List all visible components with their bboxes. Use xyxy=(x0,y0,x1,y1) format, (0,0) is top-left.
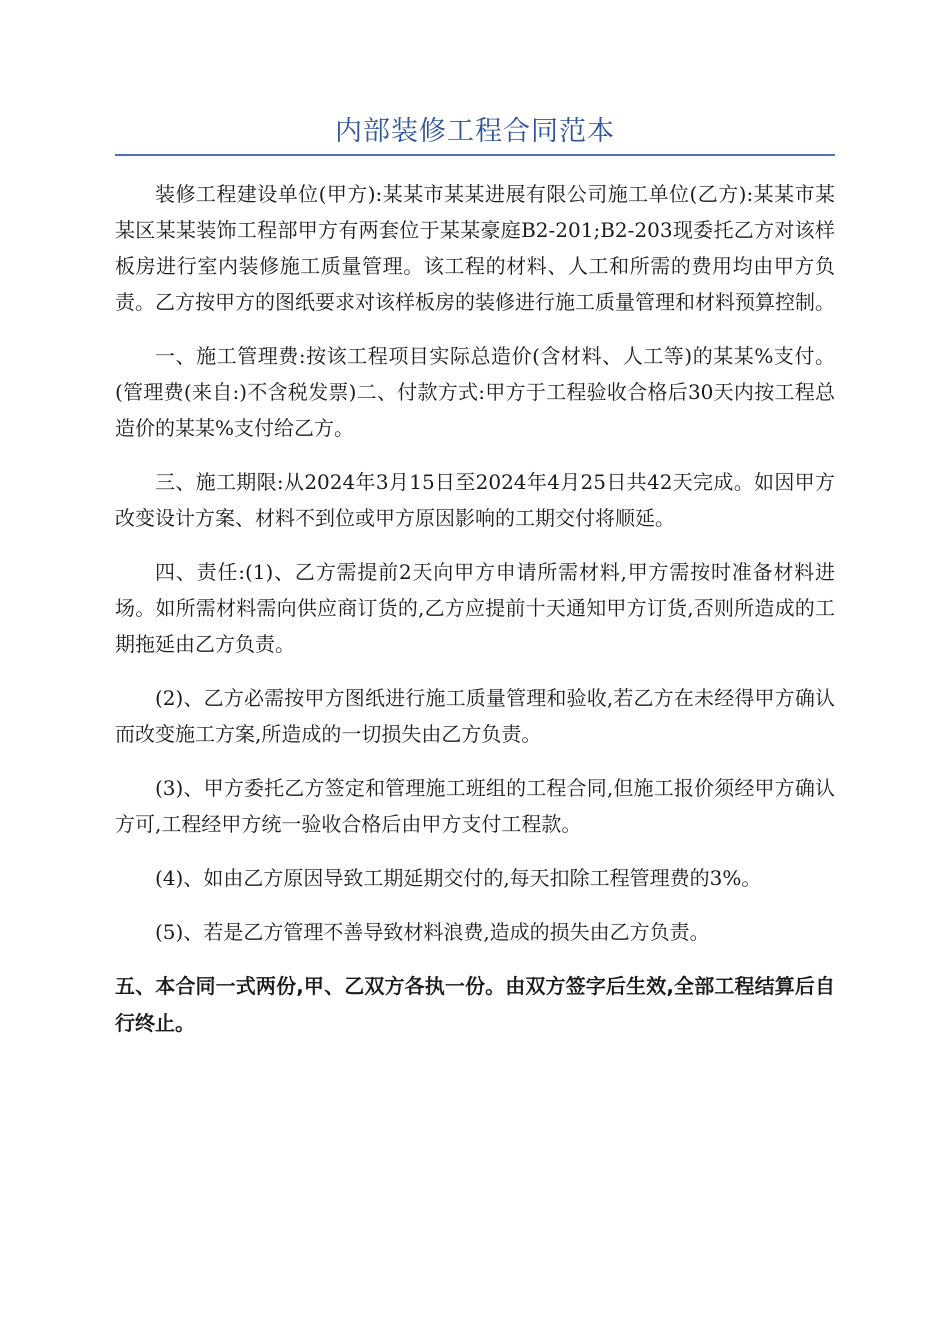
paragraph-responsibility-4: (4)、如由乙方原因导致工期延期交付的,每天扣除工程管理费的3%。 xyxy=(155,866,762,890)
paragraph-responsibility-2: (2)、乙方必需按甲方图纸进行施工质量管理和验收,若乙方在未经得甲方确认而改变施工方案,所造成的一切损失由乙方负责。 xyxy=(115,686,835,746)
paragraph-parties: 装修工程建设单位(甲方):某某市某某进展有限公司施工单位(乙方):某某市某某区某某装饰工程部甲方有两套位于某某豪庭B2-201;B2-203现委托乙方对该样板房进行室内装修施工质量管理。该工程的材料、人工和所需的费用均由甲方负责。乙方按甲方的图纸要求对该样板房的装修进行施工质量管理和材料预算控制。 xyxy=(115,182,835,314)
paragraph-responsibility-5: (5)、若是乙方管理不善导致材料浪费,造成的损失由乙方负责。 xyxy=(155,920,710,944)
paragraph-responsibility-1: 四、责任:(1)、乙方需提前2天向甲方申请所需材料,甲方需按时准备材料进场。如所需材料需向供应商订货的,乙方应提前十天通知甲方订货,否则所造成的工期拖延由乙方负责。 xyxy=(115,560,835,656)
paragraph-responsibility-3: (3)、甲方委托乙方签定和管理施工班组的工程合同,但施工报价须经甲方确认方可,工程经甲方统一验收合格后由甲方支付工程款。 xyxy=(115,776,835,836)
paragraph-final-clause: 五、本合同一式两份,甲、乙双方各执一份。由双方签字后生效,全部工程结算后自行终止。 xyxy=(115,974,835,1035)
document-body xyxy=(115,176,835,1060)
document-title: 内部装修工程合同范本 xyxy=(335,116,615,147)
paragraph-management-fee: 一、施工管理费:按该工程项目实际总造价(含材料、人工等)的某某%支付。(管理费(来自:)不含税发票)二、付款方式:甲方于工程验收合格后30天内按工程总造价的某某%支付给乙方。 xyxy=(115,344,835,440)
paragraph-construction-period: 三、施工期限:从2024年3月15日至2024年4月25日共42天完成。如因甲方改变设计方案、材料不到位或甲方原因影响的工期交付将顺延。 xyxy=(115,470,835,530)
title-underline xyxy=(115,154,835,156)
